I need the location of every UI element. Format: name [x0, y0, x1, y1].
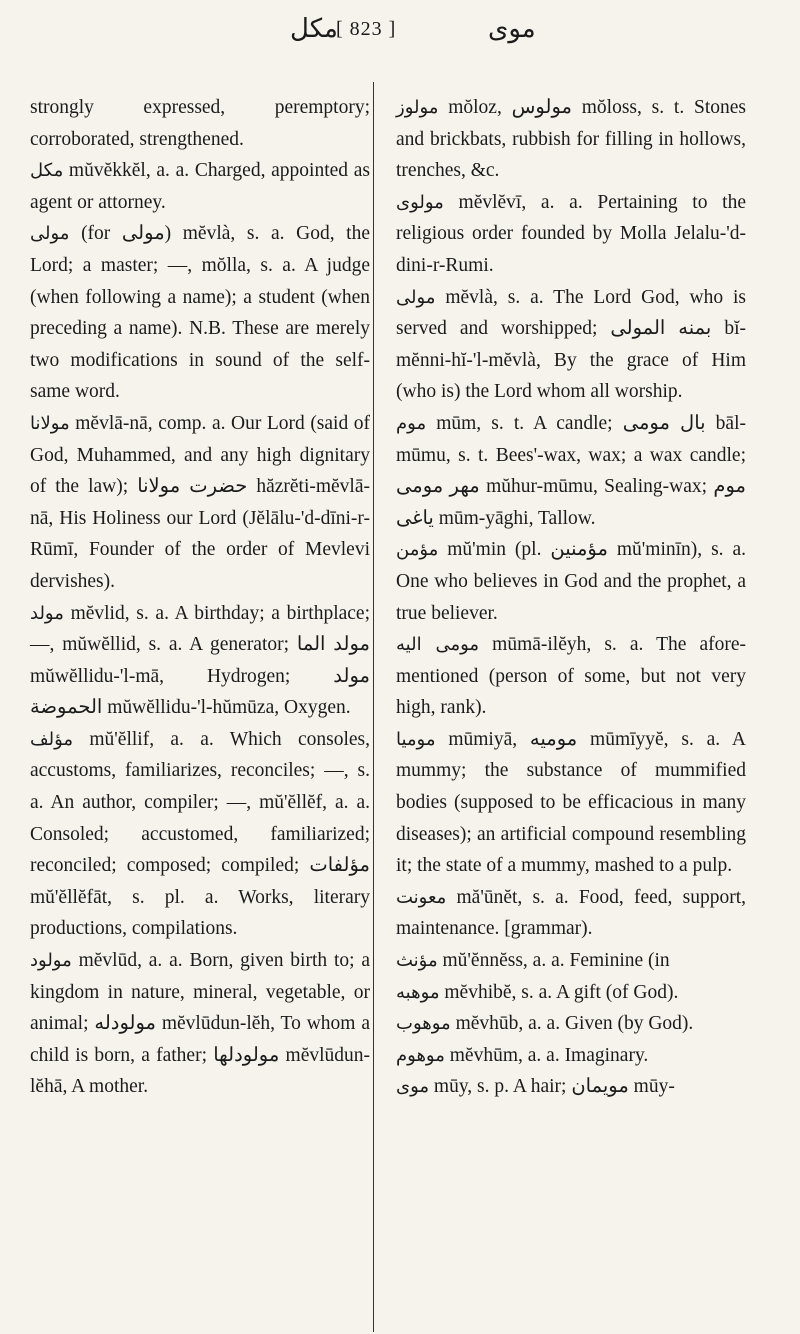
entry: مولد mĕvlid, s. a. A birthday; a birthplace; —, mŭwĕllid, s. a. A generator; مولد الما mŭwĕllidu-'l-mā, Hydrogen; مولد الحموضة mŭwĕllidu-'l-hŭmūza, Oxygen.	[30, 602, 371, 719]
arabic-headword: مولى	[30, 223, 70, 245]
arabic-headword: معونت	[396, 886, 447, 908]
arabic-headword: مكل	[30, 160, 64, 182]
running-headword-right: موى	[488, 14, 536, 44]
entry: مؤلف mŭ'ĕllif, a. a. Which consoles, accustoms, familiarizes, reconciles; —, s. a. An author, compiler; —, mŭ'ĕllĕf, a. a. Consoled; accustomed, familiarized; reconciled; composed; compiled; مؤلفات mŭ'ĕllĕfāt, s. pl. a. Works, literary productions, compilations.	[30, 728, 370, 940]
arabic-headword: مؤلف	[30, 728, 74, 750]
entry: مؤنث mŭ'ĕnnĕss, a. a. Feminine (in	[396, 950, 670, 972]
right-column	[396, 92, 746, 1103]
entry: موهوم mĕvhūm, a. a. Imaginary.	[396, 1044, 649, 1066]
running-headword-left: مكل	[290, 14, 338, 44]
entry: مولى mĕvlà, s. a. The Lord God, who is served and worshipped; بمنه المولى bĭ-mĕnni-hĭ-'l-mĕvlà, By the grace of Him (who is) the Lord whom all worship.	[396, 286, 746, 403]
arabic-headword: مؤنث	[396, 950, 438, 972]
page-header	[0, 0, 800, 80]
page-number: [ 823 ]	[336, 18, 397, 40]
entry: مكل mŭvĕkkĕl, a. a. Charged, appointed as agent or attorney.	[30, 160, 370, 213]
entry: مولوى mĕvlĕvī, a. a. Pertaining to the religious order founded by Molla Jelalu-'d-dini-r-Rumi.	[396, 191, 747, 276]
arabic-headword: مولد	[30, 602, 64, 624]
entry: مومى اليه mūmā-ilĕyh, s. a. The afore-mentioned (person of some, but not very high, rank).	[396, 634, 747, 719]
arabic-headword: مولود	[30, 950, 72, 972]
entry: موهوب mĕvhūb, a. a. Given (by God).	[396, 1013, 694, 1035]
entry: strongly expressed, peremptory; corroborated, strengthened.	[30, 97, 370, 150]
arabic-headword: موى	[396, 1076, 430, 1098]
entry: مؤمن mŭ'min (pl. مؤمنين mŭ'minīn), s. a. One who believes in God and the prophet, a true believer.	[396, 539, 747, 624]
arabic-headword: مولى	[396, 286, 436, 308]
arabic-headword: مولانا	[30, 412, 70, 434]
column-divider	[373, 82, 374, 1332]
arabic-headword: مولوز	[396, 97, 439, 118]
entry: موهبه mĕvhibĕ, s. a. A gift (of God).	[396, 981, 679, 1003]
entry: موميا mūmiyā, موميه mūmīyyĕ, s. a. A mummy; the substance of mummified bodies (supposed to be efficacious in many diseases); an artificial compound resembling it; the state of a mummy, mashed to a pulp.	[396, 728, 746, 877]
entry: موى mūy, s. p. A hair; مويمان mūy-	[396, 1076, 675, 1098]
arabic-headword: موهوب	[396, 1013, 451, 1035]
arabic-headword: مولوى	[396, 191, 444, 213]
entry: مولانا mĕvlā-nā, comp. a. Our Lord (said of God, Muhammed, and any high dignitary of the law); حضرت مولانا hăzrĕti-mĕvlā-nā, His Holiness our Lord (Jĕlālu-'d-dīni-r-Rūmī, Founder of the order of Mevlevi dervishes).	[30, 412, 371, 592]
left-column	[30, 92, 370, 1103]
entry: مولوز mŏloz, مولوس mŏloss, s. t. Stones and brickbats, rubbish for filling in hollows, trenches, &c.	[396, 97, 747, 182]
arabic-headword: موميا	[396, 728, 436, 750]
arabic-headword: مومى اليه	[396, 634, 480, 656]
arabic-headword: مؤمن	[396, 539, 439, 561]
arabic-headword: موهوم	[396, 1044, 445, 1066]
arabic-headword: موهبه	[396, 981, 440, 1003]
arabic-headword: موم	[396, 412, 427, 434]
entry: مولود mĕvlūd, a. a. Born, given birth to; a kingdom in nature, mineral, vegetable, or animal; مولودله mĕvlūdun-lĕh, To whom a child is born, a father; مولودلها mĕvlūdun-lĕhā, A mother.	[30, 950, 371, 1098]
entry: موم mūm, s. t. A candle; بال مومى bāl-mūmu, s. t. Bees'-wax, wax; a wax candle; مهر مومى mŭhur-mūmu, Sealing-wax; موم ياغى mūm-yāghi, Tallow.	[396, 412, 747, 529]
entry: مولى (for مولى) mĕvlà, s. a. God, the Lord; a master; —, mŏlla, s. a. A judge (when following a name); a student (when preceding a name). N.B. These are merely two modifications in sound of the self-same word.	[30, 223, 371, 403]
entry: معونت mă'ūnĕt, s. a. Food, feed, support, maintenance. [grammar).	[396, 886, 746, 940]
